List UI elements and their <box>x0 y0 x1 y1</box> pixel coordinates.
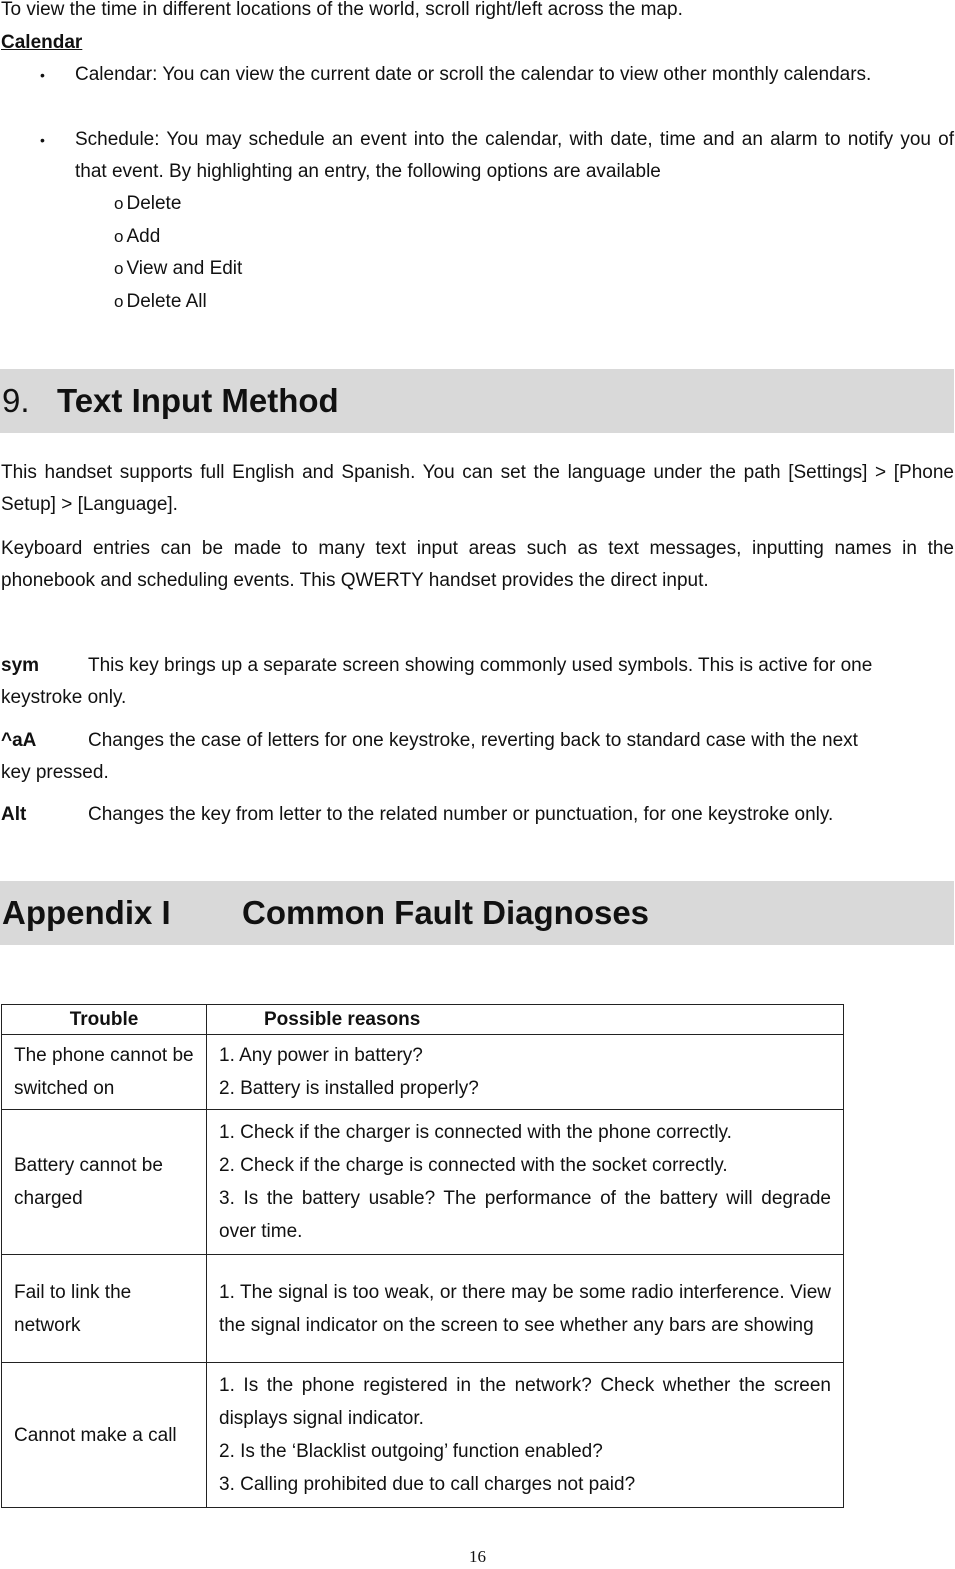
trouble-cell: Battery cannot be charged <box>2 1110 207 1255</box>
key-alt-desc: Changes the key from letter to the related number or punctuation, for one keystroke only. <box>88 804 834 825</box>
reasons-cell <box>207 1363 844 1508</box>
section-9-header <box>0 369 954 433</box>
list-item <box>0 59 954 123</box>
reason-line: 3. Calling prohibited due to call charges not paid? <box>219 1474 636 1495</box>
trouble-cell: The phone cannot be switched on <box>2 1035 207 1110</box>
option-item: o Delete All <box>114 291 207 312</box>
section-number: 9. <box>2 382 30 419</box>
key-alt-label: Alt <box>1 804 27 825</box>
reason-line: 1. The signal is too weak, or there may be some radio interference. View the signal indicator on the screen to see whether any bars are showing <box>219 1281 831 1336</box>
table-row <box>2 1035 844 1110</box>
appendix-header <box>0 881 954 945</box>
bullet-text: Calendar: You can view the current date or scroll the calendar to view other monthly calendars. <box>75 64 872 85</box>
key-case-label: ^aA <box>1 730 37 751</box>
reason-line: 1. Check if the charger is connected with the phone correctly. <box>219 1122 732 1143</box>
section-title: Text Input Method <box>57 382 339 419</box>
calendar-heading: Calendar <box>1 32 83 53</box>
key-sym-desc-cont: keystroke only. <box>1 687 127 708</box>
bullet-icon: • <box>40 67 45 83</box>
bullet-icon: • <box>40 132 45 148</box>
keyboard-paragraph: Keyboard entries can be made to many text input areas such as text messages, inputting names in the phonebook and scheduling events. This QWERTY handset provides the direct input. <box>1 538 954 591</box>
option-item: o Add <box>114 226 161 247</box>
header-reasons: Possible reasons <box>207 1005 844 1035</box>
appendix-label: Appendix I <box>2 894 171 931</box>
option-item: o Delete <box>114 193 182 214</box>
reason-line: 2. Check if the charge is connected with the socket correctly. <box>219 1155 728 1176</box>
key-case-desc: Changes the case of letters for one keystroke, reverting back to standard case with the next <box>88 730 858 751</box>
page-number: 16 <box>469 1547 486 1566</box>
table-header-row <box>2 1005 844 1035</box>
reasons-cell <box>207 1035 844 1110</box>
trouble-cell: Cannot make a call <box>2 1363 207 1508</box>
key-sym-desc: This key brings up a separate screen showing commonly used symbols. This is active for one <box>88 655 873 676</box>
reason-line: 2. Is the ‘Blacklist outgoing’ function enabled? <box>219 1441 603 1462</box>
reason-line: 1. Any power in battery? <box>219 1045 423 1066</box>
header-trouble: Trouble <box>2 1005 207 1035</box>
table-row <box>2 1110 844 1255</box>
reasons-cell <box>207 1110 844 1255</box>
key-sym-label: sym <box>1 655 40 676</box>
reason-line: 2. Battery is installed properly? <box>219 1078 479 1099</box>
table-row <box>2 1363 844 1508</box>
language-paragraph: This handset supports full English and Spanish. You can set the language under the path [Settings] > [Phone Setup] > [Language]. <box>1 462 954 515</box>
option-item: o View and Edit <box>114 258 243 279</box>
fault-table <box>1 1004 844 1508</box>
reason-line: 1. Is the phone registered in the network? Check whether the screen displays signal indicator. <box>219 1375 831 1429</box>
intro-text: To view the time in different locations of the world, scroll right/left across the map. <box>1 0 683 20</box>
table-row <box>2 1255 844 1363</box>
key-case-desc-cont: key pressed. <box>1 762 109 783</box>
reason-line: 3. Is the battery usable? The performance of the battery will degrade over time. <box>219 1188 831 1242</box>
list-item <box>0 124 954 188</box>
bullet-text: Schedule: You may schedule an event into the calendar, with date, time and an alarm to notify you of that event. By highlighting an entry, the following options are available <box>75 129 954 182</box>
trouble-cell: Fail to link the network <box>2 1255 207 1363</box>
appendix-title: Common Fault Diagnoses <box>242 894 650 931</box>
reasons-cell <box>207 1255 844 1363</box>
